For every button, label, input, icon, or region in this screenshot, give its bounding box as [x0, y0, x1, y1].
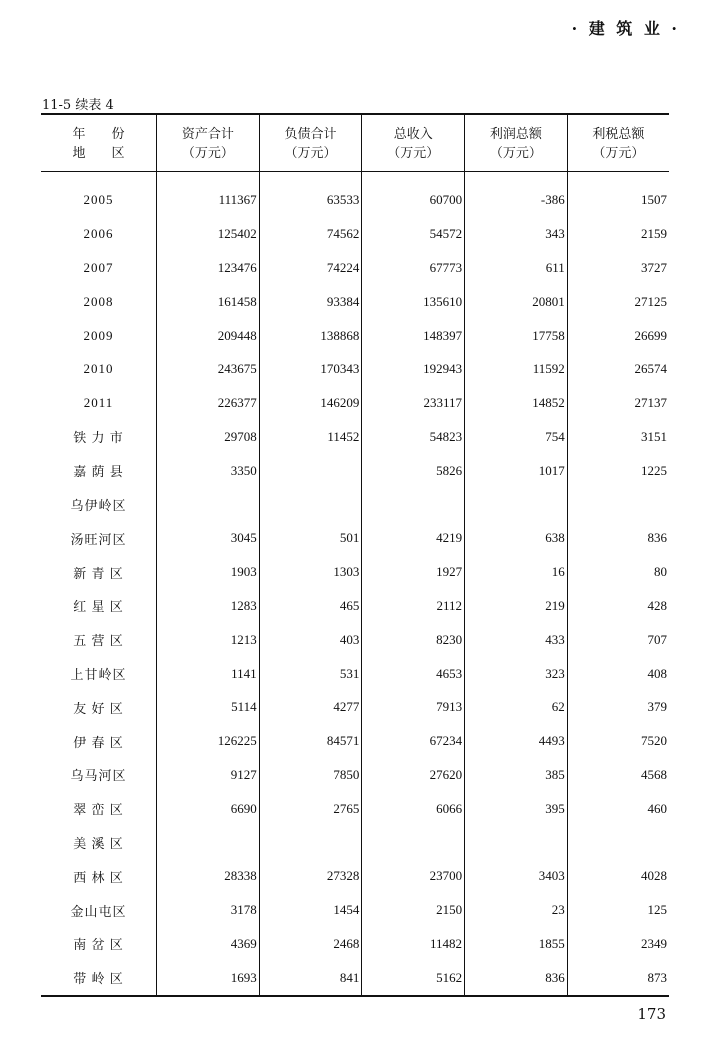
- value-cell: [259, 826, 362, 860]
- table-row: [41, 488, 669, 522]
- column-header-profit-tax: 利税总额 （万元）: [567, 114, 669, 171]
- row-label-cell: 红 星 区: [73, 599, 124, 615]
- value-cell: 74224: [259, 251, 362, 285]
- value-cell: [465, 826, 568, 860]
- value-cell: 27328: [259, 859, 362, 893]
- table-row: [41, 217, 669, 251]
- table-row: [41, 184, 669, 218]
- value-cell: 209448: [157, 319, 260, 353]
- value-cell: 27137: [567, 386, 669, 420]
- column-header-total-assets: 资产合计 （万元）: [157, 114, 260, 171]
- value-cell: 62: [465, 690, 568, 724]
- value-cell: 93384: [259, 285, 362, 319]
- value-cell: 323: [465, 657, 568, 691]
- value-cell: 7850: [259, 758, 362, 792]
- value-cell: 1141: [157, 657, 260, 691]
- statistics-table: [41, 113, 669, 997]
- value-cell: 4493: [465, 724, 568, 758]
- value-cell: 63533: [259, 184, 362, 218]
- column-header-total-profit: 利润总额 （万元）: [465, 114, 568, 171]
- value-cell: 754: [465, 420, 568, 454]
- value-cell: 80: [567, 555, 669, 589]
- value-cell: 126225: [157, 724, 260, 758]
- table-row: [41, 521, 669, 555]
- table-header-row: [41, 114, 669, 171]
- table-row: [41, 961, 669, 996]
- value-cell: 138868: [259, 319, 362, 353]
- value-cell: 4277: [259, 690, 362, 724]
- value-cell: 125402: [157, 217, 260, 251]
- value-cell: 1283: [157, 589, 260, 623]
- value-cell: 23700: [362, 859, 465, 893]
- value-cell: 60700: [362, 184, 465, 218]
- value-cell: 1017: [465, 454, 568, 488]
- value-cell: 26574: [567, 352, 669, 386]
- value-cell: [259, 488, 362, 522]
- row-label-cell: 2011: [83, 395, 114, 411]
- value-cell: 233117: [362, 386, 465, 420]
- value-cell: [157, 826, 260, 860]
- value-cell: 2765: [259, 792, 362, 826]
- value-cell: 638: [465, 521, 568, 555]
- table-row: [41, 623, 669, 657]
- value-cell: 28338: [157, 859, 260, 893]
- row-label-cell: 伊 春 区: [73, 734, 124, 750]
- value-cell: [362, 826, 465, 860]
- value-cell: [362, 488, 465, 522]
- value-cell: 873: [567, 961, 669, 996]
- value-cell: 465: [259, 589, 362, 623]
- value-cell: 29708: [157, 420, 260, 454]
- value-cell: 11482: [362, 927, 465, 961]
- row-label-cell: 铁 力 市: [73, 430, 124, 446]
- row-label-cell: 金山屯区: [70, 903, 127, 919]
- value-cell: 20801: [465, 285, 568, 319]
- row-label-cell: 2007: [83, 259, 114, 275]
- value-cell: [157, 488, 260, 522]
- column-header-total-liabilities: 负债合计 （万元）: [259, 114, 362, 171]
- value-cell: 226377: [157, 386, 260, 420]
- row-label-cell: 南 岔 区: [73, 937, 124, 953]
- table-row: [41, 589, 669, 623]
- table-row: [41, 251, 669, 285]
- table-row: [41, 792, 669, 826]
- value-cell: 841: [259, 961, 362, 996]
- value-cell: 67773: [362, 251, 465, 285]
- table-row: [41, 386, 669, 420]
- value-cell: 3178: [157, 893, 260, 927]
- table-row: [41, 555, 669, 589]
- value-cell: 2159: [567, 217, 669, 251]
- row-label-cell: 乌马河区: [70, 768, 127, 784]
- value-cell: 9127: [157, 758, 260, 792]
- value-cell: 3727: [567, 251, 669, 285]
- value-cell: 1303: [259, 555, 362, 589]
- value-cell: 1855: [465, 927, 568, 961]
- value-cell: 2349: [567, 927, 669, 961]
- value-cell: 403: [259, 623, 362, 657]
- table-row: [41, 724, 669, 758]
- value-cell: 8230: [362, 623, 465, 657]
- value-cell: 428: [567, 589, 669, 623]
- value-cell: 3045: [157, 521, 260, 555]
- value-cell: 836: [465, 961, 568, 996]
- value-cell: 433: [465, 623, 568, 657]
- section-header: · 建 筑 业 ·: [571, 19, 680, 38]
- value-cell: 23: [465, 893, 568, 927]
- value-cell: 27125: [567, 285, 669, 319]
- value-cell: 67234: [362, 724, 465, 758]
- value-cell: 3350: [157, 454, 260, 488]
- value-cell: 148397: [362, 319, 465, 353]
- row-label-cell: 2006: [83, 226, 114, 242]
- value-cell: 1693: [157, 961, 260, 996]
- table-row: [41, 758, 669, 792]
- row-label-cell: 汤旺河区: [70, 531, 127, 547]
- value-cell: 243675: [157, 352, 260, 386]
- value-cell: 531: [259, 657, 362, 691]
- value-cell: 707: [567, 623, 669, 657]
- table-row: [41, 690, 669, 724]
- value-cell: 74562: [259, 217, 362, 251]
- value-cell: 385: [465, 758, 568, 792]
- value-cell: 1213: [157, 623, 260, 657]
- value-cell: 1507: [567, 184, 669, 218]
- value-cell: 11592: [465, 352, 568, 386]
- value-cell: 125: [567, 893, 669, 927]
- table-body: [41, 171, 669, 996]
- page-number: 173: [637, 1005, 666, 1023]
- value-cell: 5114: [157, 690, 260, 724]
- value-cell: 54572: [362, 217, 465, 251]
- row-label-cell: 2005: [83, 192, 114, 208]
- column-header-year-region: 年 份 地 区: [41, 114, 157, 171]
- row-label-cell: 带 岭 区: [41, 961, 157, 996]
- value-cell: 2112: [362, 589, 465, 623]
- value-cell: 4653: [362, 657, 465, 691]
- table-row: [41, 319, 669, 353]
- value-cell: 4369: [157, 927, 260, 961]
- value-cell: 836: [567, 521, 669, 555]
- value-cell: 11452: [259, 420, 362, 454]
- value-cell: 219: [465, 589, 568, 623]
- row-label-cell: 西 林 区: [73, 869, 124, 885]
- value-cell: 6066: [362, 792, 465, 826]
- table-row: [41, 420, 669, 454]
- value-cell: 395: [465, 792, 568, 826]
- value-cell: 170343: [259, 352, 362, 386]
- value-cell: 14852: [465, 386, 568, 420]
- value-cell: 7913: [362, 690, 465, 724]
- value-cell: 54823: [362, 420, 465, 454]
- value-cell: 4028: [567, 859, 669, 893]
- column-header-total-revenue: 总收入 （万元）: [362, 114, 465, 171]
- value-cell: 4568: [567, 758, 669, 792]
- value-cell: [567, 488, 669, 522]
- value-cell: 1225: [567, 454, 669, 488]
- value-cell: 161458: [157, 285, 260, 319]
- value-cell: [465, 488, 568, 522]
- value-cell: 1454: [259, 893, 362, 927]
- value-cell: 5162: [362, 961, 465, 996]
- value-cell: 26699: [567, 319, 669, 353]
- row-label-cell: 翠 峦 区: [73, 802, 124, 818]
- value-cell: 123476: [157, 251, 260, 285]
- row-label-cell: 2009: [83, 327, 114, 343]
- value-cell: 3403: [465, 859, 568, 893]
- value-cell: 5826: [362, 454, 465, 488]
- value-cell: 146209: [259, 386, 362, 420]
- value-cell: 192943: [362, 352, 465, 386]
- table-row: [41, 454, 669, 488]
- value-cell: 379: [567, 690, 669, 724]
- table-spacer-row: [41, 171, 669, 184]
- value-cell: 611: [465, 251, 568, 285]
- value-cell: -386: [465, 184, 568, 218]
- value-cell: 6690: [157, 792, 260, 826]
- value-cell: 7520: [567, 724, 669, 758]
- value-cell: 501: [259, 521, 362, 555]
- row-label-cell: 2010: [83, 361, 114, 377]
- table-row: [41, 352, 669, 386]
- table-row: [41, 285, 669, 319]
- row-label-cell: 五 营 区: [73, 633, 124, 649]
- value-cell: 408: [567, 657, 669, 691]
- value-cell: 17758: [465, 319, 568, 353]
- value-cell: 460: [567, 792, 669, 826]
- table-row: [41, 893, 669, 927]
- value-cell: 4219: [362, 521, 465, 555]
- table-row: [41, 859, 669, 893]
- value-cell: 16: [465, 555, 568, 589]
- value-cell: 27620: [362, 758, 465, 792]
- row-label-cell: 美 溪 区: [73, 836, 124, 852]
- value-cell: 343: [465, 217, 568, 251]
- value-cell: [567, 826, 669, 860]
- value-cell: 111367: [157, 184, 260, 218]
- value-cell: 2468: [259, 927, 362, 961]
- row-label-cell: 上甘岭区: [70, 667, 127, 683]
- table-row: [41, 927, 669, 961]
- value-cell: 2150: [362, 893, 465, 927]
- value-cell: 84571: [259, 724, 362, 758]
- value-cell: 135610: [362, 285, 465, 319]
- value-cell: [259, 454, 362, 488]
- value-cell: 1927: [362, 555, 465, 589]
- value-cell: 3151: [567, 420, 669, 454]
- row-label-cell: 嘉 荫 县: [73, 464, 124, 480]
- table-row: [41, 657, 669, 691]
- table-title: 11-5 续表 4: [42, 98, 114, 113]
- row-label-cell: 友 好 区: [73, 700, 124, 716]
- row-label-cell: 新 青 区: [73, 565, 124, 581]
- row-label-cell: 乌伊岭区: [70, 498, 127, 514]
- value-cell: 1903: [157, 555, 260, 589]
- table-row: [41, 826, 669, 860]
- row-label-cell: 2008: [83, 293, 114, 309]
